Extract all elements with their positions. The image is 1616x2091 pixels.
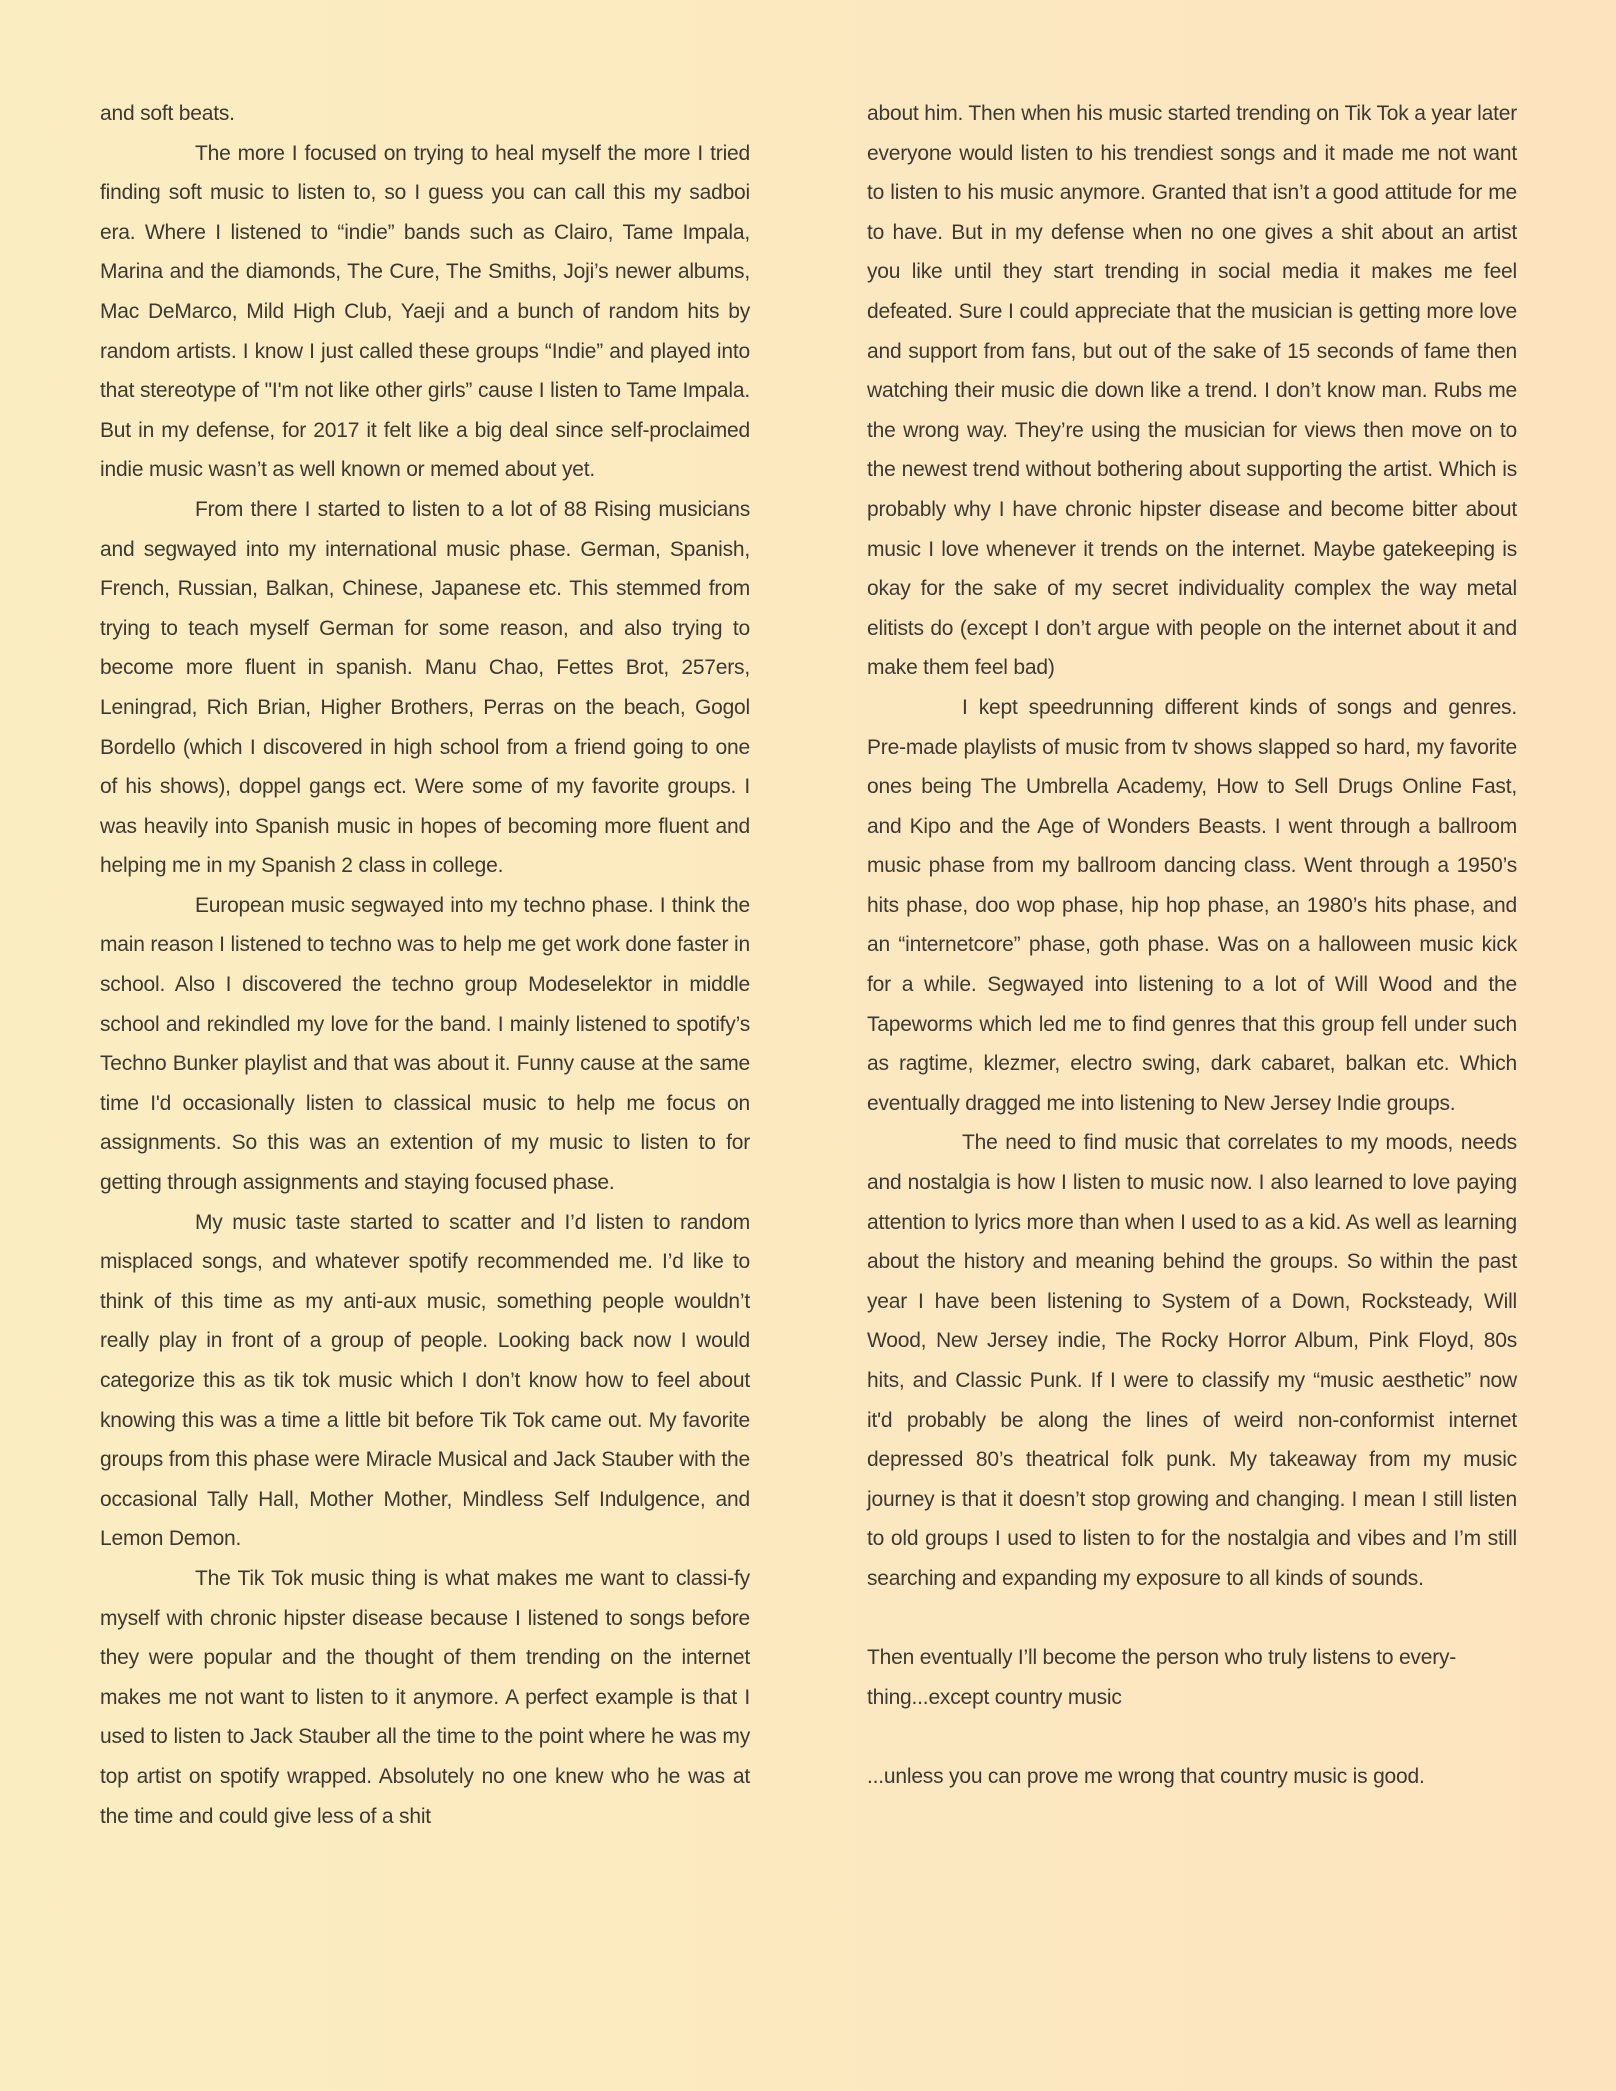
- paragraph-tiktok-trending: about him. Then when his music started trending on Tik Tok a year later everyone would listen to his trendiest songs and it made me not want to listen to his music anymore. Granted that isn’t a good attitude for me to have. But in my defense when no one gives a shit about an artist you like until they start trending in social media it makes me feel defeated. Sure I could appreciate that the musician is getting more love and support from fans, but out of the sake of 15 seconds of fame then watching their music die down like a trend. I don’t know man. Rubs me the wrong way. They’re using the musician for views then move on to the newest trend without bothering about supporting the artist. Which is probably why I have chronic hipster disease and become bitter about music I love whenever it trends on the internet. Maybe gatekeeping is okay for the sake of my secret individuality complex the way metal elitists do (except I don’t argue with people on the internet about it and make them feel bad): [867, 102, 1517, 680]
- paragraph-anti-aux-music: My music taste started to scatter and I’d listen to random misplaced songs, and whatever spotify recommended me. I’d like to think of this time as my anti-aux music, something people wouldn’t really play in front of a group of people. Looking back now I would categorize this as tik tok music which I don’t know how to feel about knowing this was a time a little bit before Tik Tok came out. My favorite groups from this phase were Miracle Musical and Jack Stauber with the occasional Tally Hall, Mother Mother, Mindless Self Indulgence, and Lemon Demon.: [100, 1210, 750, 1551]
- right-column: [867, 94, 1517, 1797]
- paragraph-spacer: [867, 1599, 1517, 1639]
- paragraph-closing-line: ...unless you can prove me wrong that country music is good.: [867, 1764, 1425, 1788]
- paragraph-soft-beats: and soft beats.: [100, 102, 235, 125]
- paragraph-international-phase: From there I started to listen to a lot of 88 Rising musicians and segwayed into my international music phase. German, Spanish, French, Russian, Balkan, Chinese, Japanese etc. This stemmed from trying to teach myself German for some reason, and also trying to become more fluent in spanish. Manu Chao, Fettes Brot, 257ers, Leningrad, Rich Brian, Higher Brothers, Perras on the beach, Gogol Bordello (which I discovered in high school from a friend going to one of his shows), doppel gangs ect. Were some of my favorite groups. I was heavily into Spanish music in hopes of becoming more fluent and helping me in my Spanish 2 class in college.: [100, 497, 750, 878]
- paragraph-chronic-hipster-disease: The Tik Tok music thing is what makes me want to classi-fy myself with chronic hipster disease because I listened to songs before they were popular and the thought of them trending on the internet makes me not want to listen to it anymore. A perfect example is that I used to listen to Jack Stauber all the time to the point where he was my top artist on spotify wrapped. Absolutely no one knew who he was at the time and could give less of a shit: [100, 1566, 750, 1828]
- paragraph-spacer: [867, 1717, 1517, 1757]
- left-column: [100, 94, 750, 1836]
- paragraph-sadboi-era: The more I focused on trying to heal myself the more I tried finding soft music to listen to, so I guess you can call this my sadboi era. Where I listened to “indie” bands such as Clairo, Tame Impala, Marina and the diamonds, The Cure, The Smiths, Joji’s newer albums, Mac DeMarco, Mild High Club, Yaeji and a bunch of random hits by random artists. I know I just called these groups “Indie” and played into that stereotype of "I'm not like other girls” cause I listen to Tame Impala. But in my defense, for 2017 it felt like a big deal since self-proclaimed indie music wasn’t as well known or memed about yet.: [100, 141, 750, 482]
- paragraph-techno-phase: European music segwayed into my techno phase. I think the main reason I listened to techno was to help me get work done faster in school. Also I discovered the techno group Modeselektor in middle school and rekindled my love for the band. I mainly listened to spotify’s Techno Bunker playlist and that was about it. Funny cause at the same time I'd occasionally listen to classical music to help me focus on assignments. So this was an extention of my music to listen to for getting through assignments and staying focused phase.: [100, 893, 750, 1195]
- paragraph-country-music: Then eventually I’ll become the person who truly listens to every-thing...except country music: [867, 1646, 1457, 1709]
- paragraph-music-now: The need to find music that correlates to my moods, needs and nostalgia is how I listen to music now. I also learned to love paying attention to lyrics more than when I used to as a kid. As well as learning about the history and meaning behind the groups. So within the past year I have been listening to System of a Down, Rocksteady, Will Wood, New Jersey indie, The Rocky Horror Album, Pink Floyd, 80s hits, and Classic Punk. If I were to classify my “music aesthetic” now it'd probably be along the lines of weird non-conformist internet depressed 80’s theatrical folk punk. My takeaway from my music journey is that it doesn’t stop growing and changing. I mean I still listen to old groups I used to listen to for the nostalgia and vibes and I’m still searching and expanding my exposure to all kinds of sounds.: [867, 1131, 1517, 1590]
- paragraph-speedrunning-genres: I kept speedrunning different kinds of songs and genres. Pre-made playlists of music from tv shows slapped so hard, my favorite ones being The Umbrella Academy, How to Sell Drugs Online Fast, and Kipo and the Age of Wonders Beasts. I went through a ballroom music phase from my ballroom dancing class. Went through a 1950’s hits phase, doo wop phase, hip hop phase, an 1980’s hits phase, and an “internetcore” phase, goth phase. Was on a halloween music kick for a while. Segwayed into listening to a lot of Will Wood and the Tapeworms which led me to find genres that this group fell under such as ragtime, klezmer, electro swing, dark cabaret, balkan etc. Which eventually dragged me into listening to New Jersey Indie groups.: [867, 695, 1517, 1115]
